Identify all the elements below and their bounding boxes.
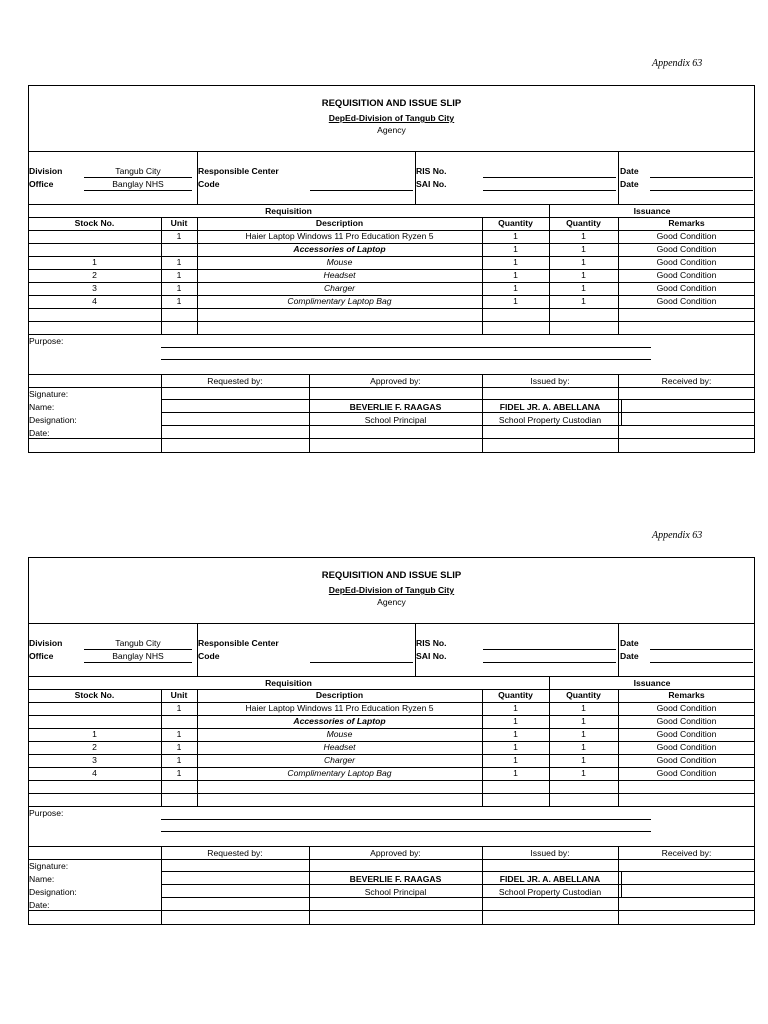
responsible-center-label: Responsible Center [198,638,279,648]
item-quantity: 1 [513,755,518,765]
remarks-header: Remarks [668,690,705,700]
header-divider [28,151,755,152]
code-label: Code [198,651,220,661]
issued-by-header: Issued by: [530,376,570,386]
division-line [84,649,192,650]
requisition-slip-2 [0,472,768,944]
item-quantity: 1 [513,742,518,752]
name-label: Name: [29,874,55,884]
issuer-designation: School Property Custodian [498,887,602,897]
requisition-header: Requisition [265,206,312,216]
division-value: Tangub City [115,638,161,648]
item-quantity: 1 [513,716,518,726]
info-divider [618,151,619,204]
signatory-col-divider [309,374,310,452]
approver-designation: School Principal [364,887,427,897]
signatory-row-border [28,859,755,860]
signature-label: Signature: [29,389,69,399]
col-divider [618,689,619,806]
item-remarks: Good Condition [656,703,717,713]
signatory-row-border [161,884,755,885]
purpose-line-1 [161,347,651,348]
item-stock-no: 2 [92,742,97,752]
item-issued-quantity: 1 [581,296,586,306]
date-line [650,649,753,650]
item-remarks: Good Condition [656,729,717,739]
item-issued-quantity: 1 [581,270,586,280]
item-quantity: 1 [513,703,518,713]
office-line [84,662,192,663]
code-line [310,190,413,191]
item-description: Headset [323,270,356,280]
agency-name: DepEd-Division of Tangub City [328,113,455,123]
purpose-label: Purpose: [29,336,64,346]
col-divider [197,217,198,334]
signatory-row-border [161,399,755,400]
item-description: Haier Laptop Windows 11 Pro Education Ryzen 5 [245,231,434,241]
sai-no-label: SAI No. [416,179,447,189]
item-quantity: 1 [513,768,518,778]
item-issued-quantity: 1 [581,742,586,752]
item-quantity: 1 [513,244,518,254]
form-title: REQUISITION AND ISSUE SLIP [321,570,462,581]
unit-header: Unit [170,690,188,700]
item-quantity: 1 [513,270,518,280]
item-quantity: 1 [513,283,518,293]
item-unit: 1 [176,703,182,713]
table-top-border [28,204,755,205]
signatory-col-divider [621,399,622,425]
date-label-2: Date [620,179,639,189]
signatory-row-border [28,387,755,388]
issuance-header: Issuance [633,206,671,216]
sai-no-line [483,190,616,191]
item-quantity: 1 [513,257,518,267]
item-stock-no: 4 [92,768,97,778]
col-divider [482,217,483,334]
col-divider [549,676,550,806]
col-divider [618,217,619,334]
item-stock-no: 1 [92,729,97,739]
approved-by-header: Approved by: [370,848,421,858]
sai-no-label: SAI No. [416,651,447,661]
signature-label: Signature: [29,861,69,871]
item-description: Complimentary Laptop Bag [287,296,392,306]
item-stock-no: 2 [92,270,97,280]
item-issued-quantity: 1 [581,283,586,293]
approver-designation: School Principal [364,415,427,425]
item-description: Haier Laptop Windows 11 Pro Education Ryzen 5 [245,703,434,713]
division-line [84,177,192,178]
item-row-border [28,308,755,309]
quantity-header: Quantity [498,218,533,228]
office-label: Office [29,179,54,189]
date-signed-label: Date: [29,428,50,438]
ris-no-label: RIS No. [416,166,447,176]
approver-name: BEVERLIE F. RAAGAS [349,874,442,884]
requisition-header: Requisition [265,678,312,688]
header-divider [28,623,755,624]
agency-label: Agency [377,597,406,607]
item-remarks: Good Condition [656,768,717,778]
purpose-top-border [28,806,755,807]
item-unit: 1 [176,296,182,306]
item-stock-no: 4 [92,296,97,306]
designation-label: Designation: [29,887,77,897]
info-divider [415,151,416,204]
item-unit: 1 [176,270,182,280]
issued-quantity-header: Quantity [566,690,601,700]
item-description: Mouse [326,257,353,267]
item-description: Charger [323,283,356,293]
item-stock-no: 3 [92,755,97,765]
col-divider [161,217,162,334]
sai-no-line [483,662,616,663]
col-divider [197,689,198,806]
item-remarks: Good Condition [656,716,717,726]
signatory-row-border [161,871,755,872]
office-value: Banglay NHS [112,651,164,661]
description-header: Description [315,690,364,700]
issuer-designation: School Property Custodian [498,415,602,425]
issued-quantity-header: Quantity [566,218,601,228]
signatory-top-border [28,374,755,375]
received-by-header: Received by: [661,848,712,858]
item-issued-quantity: 1 [581,768,586,778]
ris-no-line [483,177,616,178]
ris-no-line [483,649,616,650]
division-label: Division [29,638,63,648]
purpose-line-1 [161,819,651,820]
issuance-header: Issuance [633,678,671,688]
description-header: Description [315,218,364,228]
form-title: REQUISITION AND ISSUE SLIP [321,98,462,109]
date-label: Date [620,638,639,648]
office-value: Banglay NHS [112,179,164,189]
signatory-top-border [28,846,755,847]
info-divider [415,623,416,676]
stock-no-header: Stock No. [74,690,115,700]
ris-no-label: RIS No. [416,638,447,648]
signatory-row-border [161,425,755,426]
item-description: Charger [323,755,356,765]
responsible-center-label: Responsible Center [198,166,279,176]
item-unit: 1 [176,729,182,739]
col-divider [482,689,483,806]
item-issued-quantity: 1 [581,755,586,765]
item-description: Complimentary Laptop Bag [287,768,392,778]
item-issued-quantity: 1 [581,231,586,241]
signatory-row-border [28,910,755,911]
date-line-2 [650,190,753,191]
item-description: Headset [323,742,356,752]
info-divider [197,151,198,204]
item-stock-no: 3 [92,283,97,293]
date-signed-label: Date: [29,900,50,910]
purpose-label: Purpose: [29,808,64,818]
item-unit: 1 [176,755,182,765]
item-remarks: Good Condition [656,244,717,254]
code-line [310,662,413,663]
date-line [650,177,753,178]
division-label: Division [29,166,63,176]
signatory-col-divider [618,374,619,452]
agency-name: DepEd-Division of Tangub City [328,585,455,595]
office-line [84,190,192,191]
quantity-header: Quantity [498,690,533,700]
item-description: Accessories of Laptop [293,244,386,254]
item-unit: 1 [176,742,182,752]
signatory-col-divider [618,846,619,924]
item-issued-quantity: 1 [581,257,586,267]
item-remarks: Good Condition [656,283,717,293]
item-unit: 1 [176,768,182,778]
col-divider [549,204,550,334]
item-stock-no: 1 [92,257,97,267]
item-remarks: Good Condition [656,270,717,280]
requested-by-header: Requested by: [207,376,263,386]
approved-by-header: Approved by: [370,376,421,386]
item-issued-quantity: 1 [581,729,586,739]
appendix-label: Appendix 63 [652,58,703,69]
date-line-2 [650,662,753,663]
item-quantity: 1 [513,231,518,241]
signatory-col-divider [482,846,483,924]
signatory-row-border [161,897,755,898]
item-quantity: 1 [513,296,518,306]
issuer-name: FIDEL JR. A. ABELLANA [499,402,601,412]
designation-label: Designation: [29,415,77,425]
item-remarks: Good Condition [656,296,717,306]
item-issued-quantity: 1 [581,703,586,713]
appendix-label: Appendix 63 [652,530,703,541]
item-remarks: Good Condition [656,742,717,752]
unit-header: Unit [170,218,188,228]
signatory-col-divider [309,846,310,924]
item-description: Mouse [326,729,353,739]
issued-by-header: Issued by: [530,848,570,858]
code-label: Code [198,179,220,189]
agency-label: Agency [377,125,406,135]
item-remarks: Good Condition [656,257,717,267]
item-issued-quantity: 1 [581,716,586,726]
purpose-line-2 [161,359,651,360]
signatory-col-divider [161,846,162,924]
remarks-header: Remarks [668,218,705,228]
item-remarks: Good Condition [656,231,717,241]
name-label: Name: [29,402,55,412]
division-value: Tangub City [115,166,161,176]
item-row-border [28,793,755,794]
signatory-col-divider [482,374,483,452]
office-label: Office [29,651,54,661]
received-by-header: Received by: [661,376,712,386]
item-description: Accessories of Laptop [293,716,386,726]
item-remarks: Good Condition [656,755,717,765]
col-divider [161,689,162,806]
approver-name: BEVERLIE F. RAAGAS [349,402,442,412]
item-issued-quantity: 1 [581,244,586,254]
date-label: Date [620,166,639,176]
stock-no-header: Stock No. [74,218,115,228]
item-row-border [28,780,755,781]
info-divider [618,623,619,676]
item-unit: 1 [176,283,182,293]
signatory-col-divider [621,871,622,897]
item-row-border [28,321,755,322]
requisition-slip-1 [0,0,768,472]
table-top-border [28,676,755,677]
date-label-2: Date [620,651,639,661]
issuer-name: FIDEL JR. A. ABELLANA [499,874,601,884]
requested-by-header: Requested by: [207,848,263,858]
info-divider [197,623,198,676]
signatory-col-divider [161,374,162,452]
item-quantity: 1 [513,729,518,739]
purpose-top-border [28,334,755,335]
signatory-row-border [161,412,755,413]
item-unit: 1 [176,231,182,241]
purpose-line-2 [161,831,651,832]
signatory-row-border [28,438,755,439]
item-unit: 1 [176,257,182,267]
